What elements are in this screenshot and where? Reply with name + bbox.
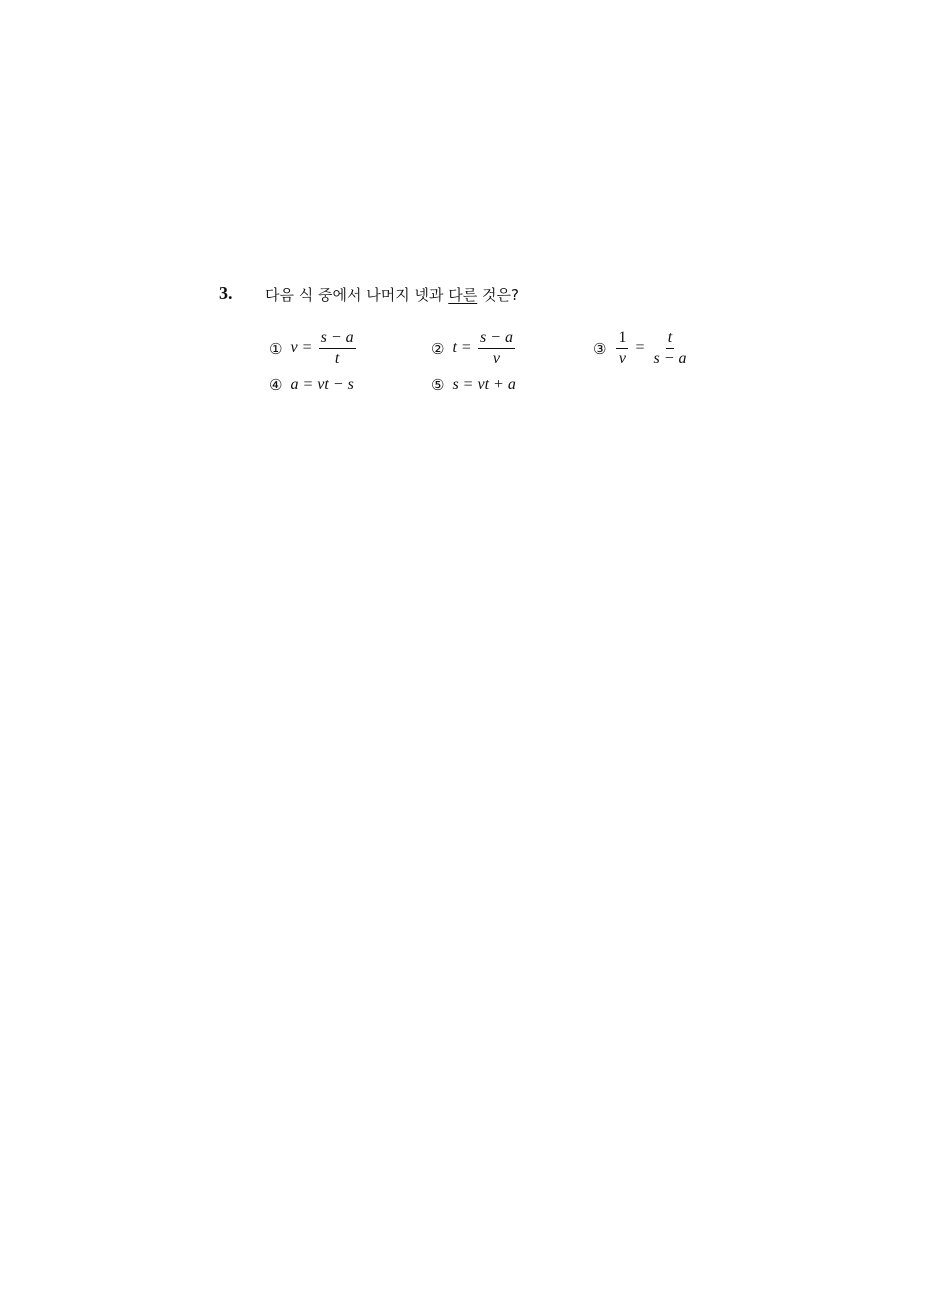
choice-3-fraction <box>651 329 688 368</box>
choice-3-equals: = <box>635 339 645 357</box>
choice-1-formula <box>290 329 357 368</box>
choice-1-lhs: v <box>290 339 298 357</box>
question-prompt <box>265 284 519 305</box>
choice-2[interactable] <box>431 329 517 368</box>
choice-3-denominator: s − a <box>653 350 687 367</box>
choice-2-denominator: v <box>492 350 500 367</box>
choice-4-formula: a = vt − s <box>290 376 354 393</box>
choice-3-numerator: t <box>666 329 674 349</box>
choice-1-equals: = <box>302 339 312 357</box>
choice-1-fraction <box>319 329 356 368</box>
choice-5[interactable] <box>431 376 516 394</box>
choice-2-lhs: t <box>452 339 457 357</box>
choice-1-marker: ① <box>269 339 283 358</box>
choice-3-lhs-numerator: 1 <box>616 329 628 349</box>
choice-1-numerator: s − a <box>319 329 356 349</box>
choice-2-equals: = <box>461 339 471 357</box>
prompt-underlined-word: 다른 <box>448 286 478 304</box>
choice-5-marker: ⑤ <box>431 376 445 394</box>
choice-2-marker: ② <box>431 339 445 358</box>
choice-2-formula <box>452 329 517 368</box>
choice-3-lhs-denominator: v <box>618 350 626 367</box>
choice-1[interactable] <box>269 329 358 368</box>
choice-4-marker: ④ <box>269 376 283 394</box>
choice-4[interactable] <box>269 376 354 394</box>
prompt-text-after: 것은? <box>477 286 519 304</box>
choice-3-marker: ③ <box>593 339 607 358</box>
choice-3-formula <box>614 329 690 368</box>
choice-2-numerator: s − a <box>478 329 515 349</box>
choice-3[interactable] <box>593 329 691 368</box>
prompt-text-before: 다음 식 중에서 나머지 넷과 <box>265 286 449 304</box>
choice-2-fraction <box>478 329 515 368</box>
question-number: 3. <box>219 283 233 303</box>
question-header <box>219 283 739 309</box>
question-3 <box>219 283 739 394</box>
choice-1-denominator: t <box>334 350 340 367</box>
choice-5-formula: s = vt + a <box>452 376 516 393</box>
choice-3-lhs-fraction <box>616 329 628 368</box>
